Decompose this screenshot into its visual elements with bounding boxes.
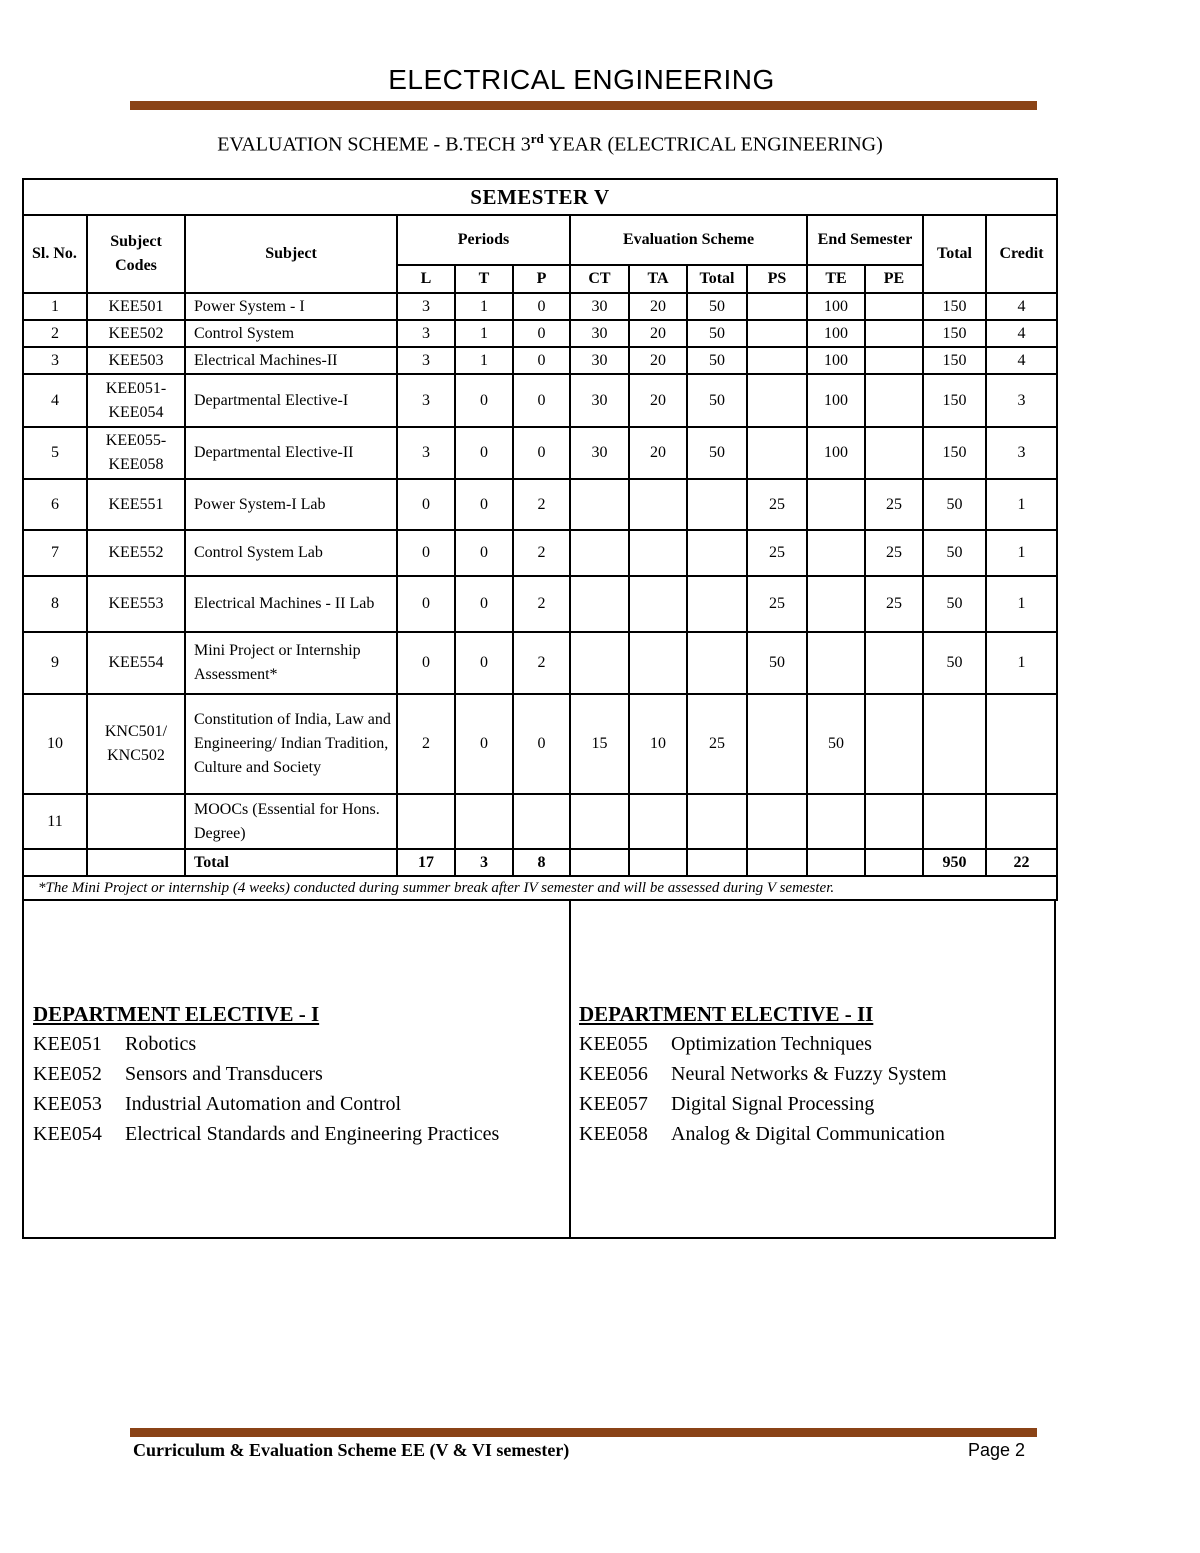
cell-subject: Departmental Elective-II	[185, 427, 397, 479]
cell-PE	[865, 347, 923, 374]
cell-TA: 20	[629, 320, 687, 347]
cell-code: KEE502	[87, 320, 185, 347]
cell-PE	[865, 293, 923, 320]
table-footnote: *The Mini Project or internship (4 weeks) conducted during summer break after IV semester and will be assessed during V semester.	[23, 876, 1057, 900]
cell-L: 3	[397, 374, 455, 427]
cell-PE: 25	[865, 479, 923, 530]
cell-code: KEE055-KEE058	[87, 427, 185, 479]
cell-L: 2	[397, 694, 455, 794]
cell-TA	[629, 794, 687, 849]
cell-sl: 1	[23, 293, 87, 320]
elective-name: Robotics	[125, 1033, 197, 1055]
cell-TE	[807, 794, 865, 849]
cell-PE: 25	[865, 530, 923, 576]
cell-credit: 1	[986, 576, 1057, 632]
cell-L: 3	[397, 347, 455, 374]
cell-total: 50	[923, 479, 986, 530]
semester-heading: SEMESTER V	[23, 179, 1057, 215]
department-elective-one	[33, 999, 499, 1149]
scheme-title-post: YEAR (ELECTRICAL ENGINEERING)	[543, 133, 883, 156]
cell-TE	[807, 530, 865, 576]
cell-TE: 50	[807, 694, 865, 794]
header-L: L	[397, 265, 455, 293]
cell-ET: 50	[687, 427, 747, 479]
cell-code: KEE503	[87, 347, 185, 374]
cell-PS	[747, 694, 807, 794]
cell-TE	[807, 479, 865, 530]
elective-item	[33, 1089, 499, 1119]
cell-P: 2	[513, 479, 570, 530]
cell-code: KEE553	[87, 576, 185, 632]
cell-PS	[747, 794, 807, 849]
cell-code: KEE051-KEE054	[87, 374, 185, 427]
cell-subject: Electrical Machines - II Lab	[185, 576, 397, 632]
totals-row	[23, 849, 1057, 876]
cell-credit: 3	[986, 374, 1057, 427]
cell-T: 0	[455, 632, 513, 694]
cell-total: 150	[923, 320, 986, 347]
cell-P: 2	[513, 576, 570, 632]
cell-ET	[687, 576, 747, 632]
total-cell-L: 17	[397, 849, 455, 876]
header-sl: Sl. No.	[23, 215, 87, 293]
cell-PS	[747, 374, 807, 427]
scheme-title-sup: rd	[530, 131, 544, 146]
cell-total: 50	[923, 632, 986, 694]
cell-P: 2	[513, 632, 570, 694]
elective-name: Industrial Automation and Control	[125, 1093, 402, 1115]
cell-ET: 50	[687, 374, 747, 427]
cell-TE: 100	[807, 427, 865, 479]
cell-P: 0	[513, 694, 570, 794]
cell-subject: Departmental Elective-I	[185, 374, 397, 427]
elective-name: Sensors and Transducers	[125, 1063, 323, 1085]
cell-PE	[865, 794, 923, 849]
cell-credit	[986, 794, 1057, 849]
cell-subject: Electrical Machines-II	[185, 347, 397, 374]
cell-PE	[865, 427, 923, 479]
cell-CT	[570, 794, 629, 849]
elective-item	[579, 1089, 947, 1119]
cell-subject: Control System Lab	[185, 530, 397, 576]
cell-PS	[747, 293, 807, 320]
table-row	[23, 632, 1057, 694]
scheme-title	[0, 131, 1100, 157]
table-row	[23, 530, 1057, 576]
cell-TE: 100	[807, 347, 865, 374]
cell-TA: 20	[629, 374, 687, 427]
cell-L: 3	[397, 320, 455, 347]
elective-item	[579, 1029, 947, 1059]
cell-subject: Power System - I	[185, 293, 397, 320]
elective-code: KEE054	[33, 1123, 102, 1145]
elective-divider	[569, 901, 571, 1237]
total-cell-subject: Total	[185, 849, 397, 876]
cell-L: 3	[397, 293, 455, 320]
cell-sl: 3	[23, 347, 87, 374]
header-credit: Credit	[986, 215, 1057, 293]
cell-sl: 10	[23, 694, 87, 794]
page-number: Page 2	[968, 1440, 1026, 1460]
cell-sl: 4	[23, 374, 87, 427]
cell-TA: 20	[629, 347, 687, 374]
cell-sl: 8	[23, 576, 87, 632]
elective-code: KEE051	[33, 1033, 102, 1055]
cell-sl: 6	[23, 479, 87, 530]
header-rule	[130, 101, 1037, 110]
cell-CT: 30	[570, 374, 629, 427]
cell-CT: 30	[570, 293, 629, 320]
cell-TE: 100	[807, 374, 865, 427]
cell-code	[87, 794, 185, 849]
cell-code: KEE554	[87, 632, 185, 694]
cell-TE	[807, 576, 865, 632]
cell-PS	[747, 320, 807, 347]
total-cell-T: 3	[455, 849, 513, 876]
cell-credit: 3	[986, 427, 1057, 479]
cell-subject: MOOCs (Essential for Hons. Degree)	[185, 794, 397, 849]
elective-code: KEE057	[579, 1093, 648, 1115]
elective-name: Digital Signal Processing	[671, 1093, 875, 1115]
cell-L: 3	[397, 427, 455, 479]
elective-code: KEE056	[579, 1063, 648, 1085]
total-cell-TE	[807, 849, 865, 876]
elective-box	[22, 901, 1056, 1239]
cell-total: 150	[923, 427, 986, 479]
table-row	[23, 374, 1057, 427]
cell-code: KNC501/ KNC502	[87, 694, 185, 794]
elective-item	[33, 1029, 499, 1059]
cell-CT: 30	[570, 427, 629, 479]
cell-T: 0	[455, 694, 513, 794]
cell-code: KEE552	[87, 530, 185, 576]
cell-ET	[687, 632, 747, 694]
cell-L: 0	[397, 576, 455, 632]
cell-CT	[570, 479, 629, 530]
cell-credit: 4	[986, 347, 1057, 374]
table-row	[23, 320, 1057, 347]
header-subject: Subject	[185, 215, 397, 293]
total-cell-CT	[570, 849, 629, 876]
cell-sl: 9	[23, 632, 87, 694]
elective-two-heading: DEPARTMENT ELECTIVE - II	[579, 1002, 874, 1026]
total-cell-P: 8	[513, 849, 570, 876]
cell-TA: 10	[629, 694, 687, 794]
cell-PS: 25	[747, 530, 807, 576]
cell-T: 0	[455, 427, 513, 479]
total-cell-sl	[23, 849, 87, 876]
cell-T: 1	[455, 293, 513, 320]
scheme-title-pre: EVALUATION SCHEME - B.TECH 3	[217, 133, 531, 156]
cell-subject: Constitution of India, Law and Engineering/ Indian Tradition, Culture and Society	[185, 694, 397, 794]
cell-total: 50	[923, 530, 986, 576]
elective-item	[579, 1119, 947, 1149]
cell-sl: 11	[23, 794, 87, 849]
cell-PE	[865, 632, 923, 694]
cell-total	[923, 694, 986, 794]
cell-total	[923, 794, 986, 849]
header-PS: PS	[747, 265, 807, 293]
header-total: Total	[923, 215, 986, 293]
department-elective-two	[579, 999, 947, 1149]
cell-ET	[687, 479, 747, 530]
total-cell-TA	[629, 849, 687, 876]
cell-ET	[687, 530, 747, 576]
elective-name: Neural Networks & Fuzzy System	[671, 1063, 947, 1085]
cell-P: 0	[513, 427, 570, 479]
cell-credit: 1	[986, 530, 1057, 576]
cell-total: 150	[923, 293, 986, 320]
cell-PE: 25	[865, 576, 923, 632]
cell-credit: 1	[986, 632, 1057, 694]
table-row	[23, 427, 1057, 479]
cell-sl: 7	[23, 530, 87, 576]
cell-ET: 50	[687, 347, 747, 374]
cell-L: 0	[397, 479, 455, 530]
header-evaluation: Evaluation Scheme	[570, 215, 807, 265]
table-row	[23, 347, 1057, 374]
cell-CT: 15	[570, 694, 629, 794]
cell-TA: 20	[629, 427, 687, 479]
elective-code: KEE058	[579, 1123, 648, 1145]
cell-P: 0	[513, 347, 570, 374]
elective-one-heading: DEPARTMENT ELECTIVE - I	[33, 1002, 320, 1026]
cell-subject: Mini Project or Internship Assessment*	[185, 632, 397, 694]
header-end-semester: End Semester	[807, 215, 923, 265]
cell-L: 0	[397, 632, 455, 694]
cell-sl: 2	[23, 320, 87, 347]
table-row	[23, 694, 1057, 794]
cell-PE	[865, 374, 923, 427]
cell-TE: 100	[807, 293, 865, 320]
header-TA: TA	[629, 265, 687, 293]
cell-T: 1	[455, 320, 513, 347]
table-row	[23, 479, 1057, 530]
elective-item	[33, 1059, 499, 1089]
cell-T: 1	[455, 347, 513, 374]
cell-PE	[865, 320, 923, 347]
elective-code: KEE055	[579, 1033, 648, 1055]
cell-T: 0	[455, 576, 513, 632]
elective-name: Analog & Digital Communication	[671, 1123, 945, 1145]
cell-P	[513, 794, 570, 849]
cell-CT: 30	[570, 347, 629, 374]
elective-name: Optimization Techniques	[671, 1033, 872, 1055]
table-row	[23, 293, 1057, 320]
cell-code: KEE551	[87, 479, 185, 530]
table-row	[23, 576, 1057, 632]
cell-P: 0	[513, 374, 570, 427]
cell-T: 0	[455, 479, 513, 530]
page-header-title: ELECTRICAL ENGINEERING	[388, 64, 775, 95]
cell-CT	[570, 530, 629, 576]
cell-P: 2	[513, 530, 570, 576]
footer-title: Curriculum & Evaluation Scheme EE (V & VI semester)	[133, 1440, 570, 1460]
cell-subject: Control System	[185, 320, 397, 347]
cell-T: 0	[455, 374, 513, 427]
header-TE: TE	[807, 265, 865, 293]
cell-PS	[747, 347, 807, 374]
cell-T: 0	[455, 530, 513, 576]
cell-TE: 100	[807, 320, 865, 347]
cell-credit: 4	[986, 293, 1057, 320]
cell-credit	[986, 694, 1057, 794]
cell-TA	[629, 530, 687, 576]
cell-L	[397, 794, 455, 849]
cell-CT	[570, 576, 629, 632]
cell-PS: 50	[747, 632, 807, 694]
header-eval-total: Total	[687, 265, 747, 293]
cell-ET: 25	[687, 694, 747, 794]
cell-code: KEE501	[87, 293, 185, 320]
elective-item	[33, 1119, 499, 1149]
cell-CT	[570, 632, 629, 694]
cell-TE	[807, 632, 865, 694]
header-periods: Periods	[397, 215, 570, 265]
cell-ET: 50	[687, 293, 747, 320]
cell-total: 150	[923, 347, 986, 374]
cell-L: 0	[397, 530, 455, 576]
total-cell-ET	[687, 849, 747, 876]
cell-ET: 50	[687, 320, 747, 347]
table-row	[23, 794, 1057, 849]
header-PE: PE	[865, 265, 923, 293]
cell-total: 50	[923, 576, 986, 632]
cell-TA	[629, 576, 687, 632]
evaluation-table	[22, 178, 1058, 901]
cell-CT: 30	[570, 320, 629, 347]
total-cell-code	[87, 849, 185, 876]
cell-TA: 20	[629, 293, 687, 320]
cell-P: 0	[513, 320, 570, 347]
cell-credit: 1	[986, 479, 1057, 530]
header-T: T	[455, 265, 513, 293]
total-cell-credit: 22	[986, 849, 1057, 876]
cell-sl: 5	[23, 427, 87, 479]
elective-code: KEE052	[33, 1063, 102, 1085]
header-CT: CT	[570, 265, 629, 293]
header-code: Subject Codes	[87, 215, 185, 293]
cell-PS: 25	[747, 479, 807, 530]
cell-P: 0	[513, 293, 570, 320]
header-P: P	[513, 265, 570, 293]
cell-T	[455, 794, 513, 849]
cell-TA	[629, 632, 687, 694]
cell-credit: 4	[986, 320, 1057, 347]
cell-subject: Power System-I Lab	[185, 479, 397, 530]
cell-PS	[747, 427, 807, 479]
elective-name: Electrical Standards and Engineering Practices	[125, 1123, 500, 1145]
elective-item	[579, 1059, 947, 1089]
cell-TA	[629, 479, 687, 530]
cell-PS: 25	[747, 576, 807, 632]
total-cell-PS	[747, 849, 807, 876]
cell-PE	[865, 694, 923, 794]
total-cell-total: 950	[923, 849, 986, 876]
cell-total: 150	[923, 374, 986, 427]
elective-code: KEE053	[33, 1093, 102, 1115]
footer-rule	[130, 1428, 1037, 1437]
total-cell-PE	[865, 849, 923, 876]
cell-ET	[687, 794, 747, 849]
